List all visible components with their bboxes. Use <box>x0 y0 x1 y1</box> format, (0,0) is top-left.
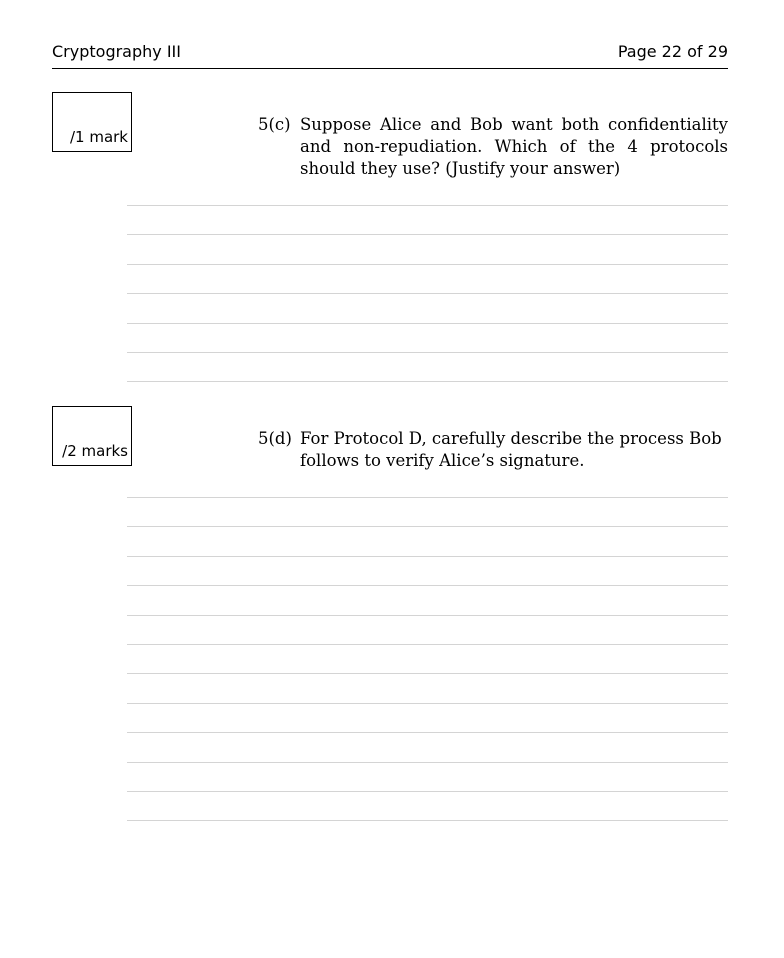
question-text: Suppose Alice and Bob want both confidentiality and non-repudiation. Which of the 4 protocols should they use? (Justify your answer) <box>300 115 728 178</box>
page-number: Page 22 of 29 <box>617 42 728 61</box>
answer-line[interactable] <box>127 703 728 704</box>
marks-box-5c <box>52 92 132 152</box>
answer-line[interactable] <box>127 791 728 792</box>
answer-line[interactable] <box>127 497 728 498</box>
answer-line[interactable] <box>127 323 728 324</box>
answer-line[interactable] <box>127 585 728 586</box>
course-title: Cryptography III <box>52 42 181 61</box>
answer-line[interactable] <box>127 644 728 645</box>
answer-line[interactable] <box>127 234 728 235</box>
answer-line[interactable] <box>127 732 728 733</box>
question-5d <box>258 428 728 472</box>
answer-line[interactable] <box>127 556 728 557</box>
answer-line[interactable] <box>127 293 728 294</box>
page-header <box>52 42 728 69</box>
answer-line[interactable] <box>127 762 728 763</box>
answer-line[interactable] <box>127 205 728 206</box>
answer-line[interactable] <box>127 381 728 382</box>
answer-line[interactable] <box>127 264 728 265</box>
marks-label: /2 marks <box>62 442 128 460</box>
question-number: 5(c) <box>258 115 291 134</box>
answer-line[interactable] <box>127 526 728 527</box>
marks-box-5d <box>52 406 132 466</box>
question-text: For Protocol D, carefully describe the process Bob follows to verify Alice’s signature. <box>300 429 722 470</box>
question-5c <box>258 114 728 180</box>
question-number: 5(d) <box>258 429 292 448</box>
marks-label: /1 mark <box>69 128 128 146</box>
answer-line[interactable] <box>127 820 728 821</box>
answer-line[interactable] <box>127 352 728 353</box>
answer-line[interactable] <box>127 615 728 616</box>
answer-line[interactable] <box>127 673 728 674</box>
